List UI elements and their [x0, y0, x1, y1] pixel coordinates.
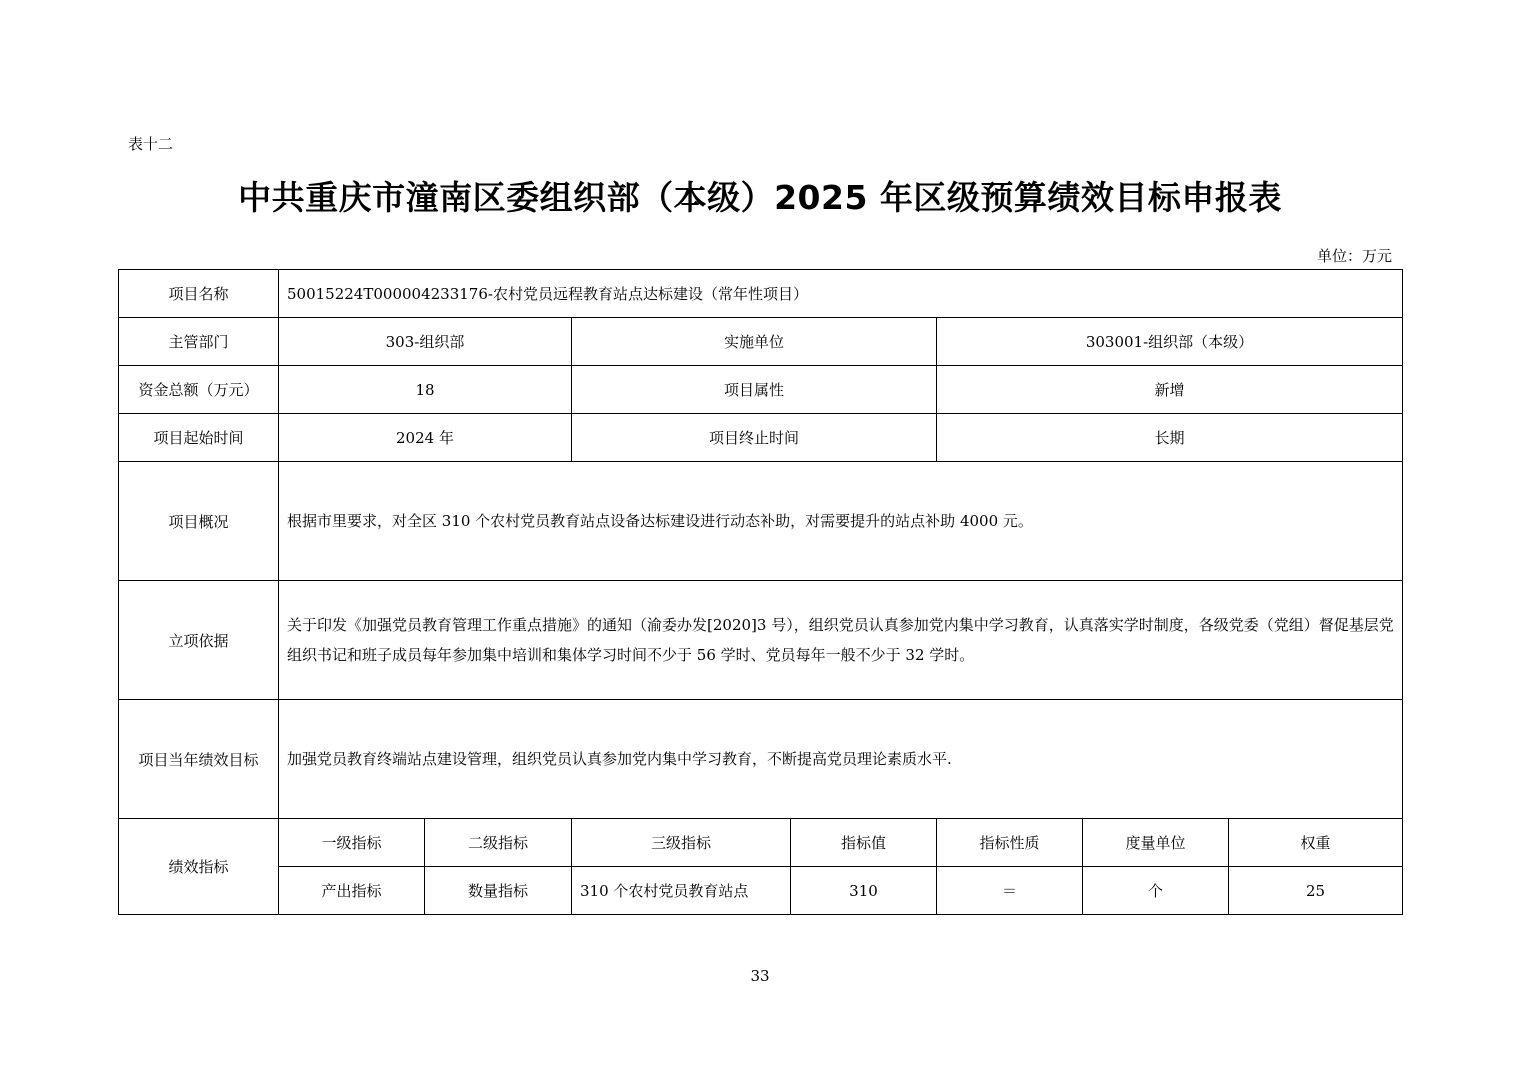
header-level1: 一级指标: [279, 819, 425, 867]
end-time-label: 项目终止时间: [572, 414, 937, 462]
header-level2: 二级指标: [425, 819, 572, 867]
attr-label: 项目属性: [572, 366, 937, 414]
dept-value: 303-组织部: [279, 318, 572, 366]
table-row: [119, 462, 1403, 581]
indicators-label: 绩效指标: [119, 819, 279, 915]
indicator-nature: ＝: [937, 867, 1083, 915]
basis-label: 立项依据: [119, 581, 279, 700]
indicator-level3: 310 个农村党员教育站点: [572, 867, 791, 915]
table-row: [119, 700, 1403, 819]
budget-performance-table: [118, 269, 1403, 915]
impl-unit-value: 303001-组织部（本级）: [937, 318, 1403, 366]
indicator-unit: 个: [1083, 867, 1229, 915]
indicator-header-row: [119, 819, 1403, 867]
page-number: 33: [750, 967, 770, 985]
header-weight: 权重: [1229, 819, 1403, 867]
table-row: [119, 366, 1403, 414]
indicator-value: 310: [791, 867, 937, 915]
table-row: [119, 318, 1403, 366]
project-name-label: 项目名称: [119, 270, 279, 318]
page-title: 中共重庆市潼南区委组织部（本级）2025 年区级预算绩效目标申报表: [238, 178, 1282, 217]
impl-unit-label: 实施单位: [572, 318, 937, 366]
funds-label: 资金总额（万元）: [119, 366, 279, 414]
start-time-label: 项目起始时间: [119, 414, 279, 462]
goal-label: 项目当年绩效目标: [119, 700, 279, 819]
project-name-value: 50015224T000004233176-农村党员远程教育站点达标建设（常年性项目）: [279, 270, 1403, 318]
header-level3: 三级指标: [572, 819, 791, 867]
goal-value: 加强党员教育终端站点建设管理，组织党员认真参加党内集中学习教育，不断提高党员理论素质水平.: [279, 700, 1403, 819]
overview-value: 根据市里要求，对全区 310 个农村党员教育站点设备达标建设进行动态补助，对需要提升的站点补助 4000 元。: [279, 462, 1403, 581]
dept-label: 主管部门: [119, 318, 279, 366]
table-number: 表十二: [128, 135, 174, 153]
indicator-weight: 25: [1229, 867, 1403, 915]
table-row: [119, 270, 1403, 318]
header-unit: 度量单位: [1083, 819, 1229, 867]
basis-value: 关于印发《加强党员教育管理工作重点措施》的通知（渝委办发[2020]3 号），组织党员认真参加党内集中学习教育，认真落实学时制度，各级党委（党组）督促基层党组织书记和班子成员每年参加集中培训和集体学习时间不少于 56 学时、党员每年一般不少于 32 学时。: [279, 581, 1403, 700]
attr-value: 新增: [937, 366, 1403, 414]
header-nature: 指标性质: [937, 819, 1083, 867]
end-time-value: 长期: [937, 414, 1403, 462]
header-value: 指标值: [791, 819, 937, 867]
unit-label: 单位：万元: [1316, 247, 1392, 265]
overview-label: 项目概况: [119, 462, 279, 581]
indicator-level1: 产出指标: [279, 867, 425, 915]
indicator-row: [119, 867, 1403, 915]
start-time-value: 2024 年: [279, 414, 572, 462]
indicator-level2: 数量指标: [425, 867, 572, 915]
funds-value: 18: [279, 366, 572, 414]
table-row: [119, 581, 1403, 700]
table-row: [119, 414, 1403, 462]
